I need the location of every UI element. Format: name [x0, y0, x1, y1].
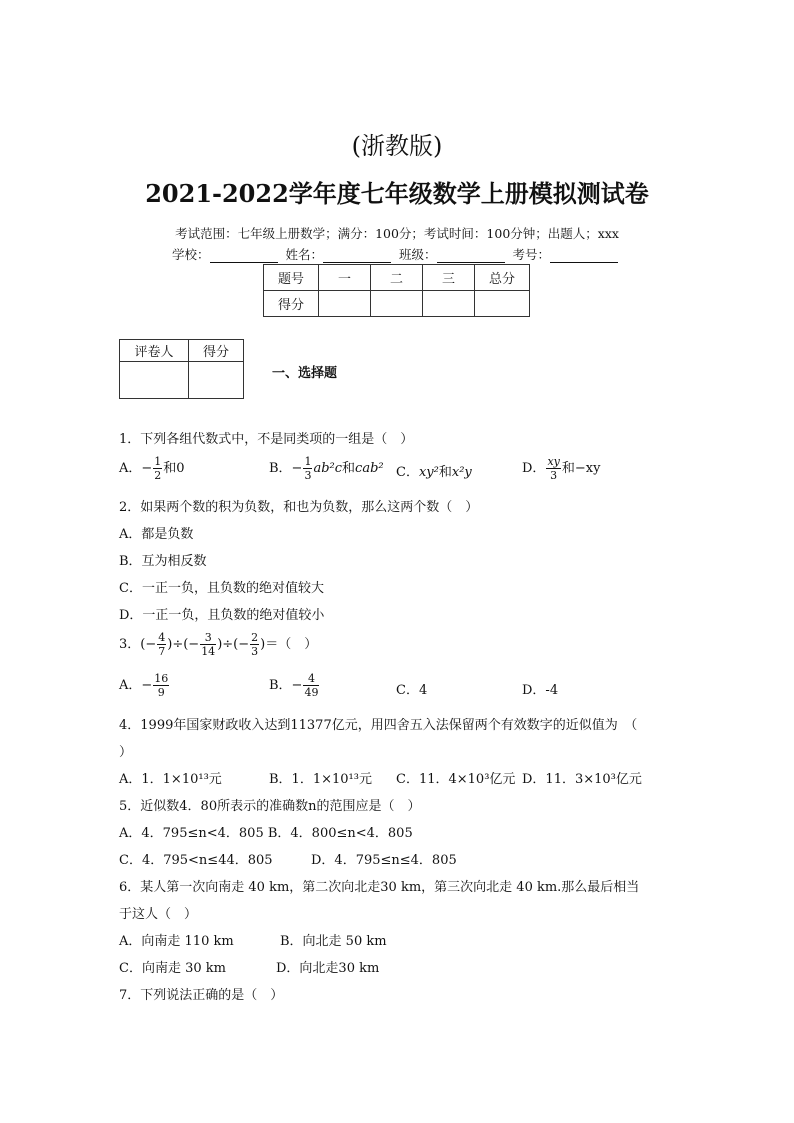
q1-option-d: D． $\frac{xy}{3}$ 和−xy [522, 455, 601, 482]
q5-option-c: C．4．795<n≤44．805 [119, 853, 273, 868]
score-header-cell: 二 [371, 265, 423, 291]
q6-option-c: C．向南走 30 km [119, 961, 226, 976]
grader-cell [189, 362, 244, 399]
question-4: 4．1999年国家财政收入达到11377亿元，用四舍五入法保留两个有效数字的近似值为 （ [119, 718, 638, 733]
grader-score-label: 得分 [189, 340, 244, 362]
score-cell [423, 291, 475, 317]
exam-subtitle: (浙教版) [351, 132, 443, 160]
score-cell [319, 291, 371, 317]
q4-option-a: A．1．1×10¹³元 [119, 772, 222, 787]
question-3: 3．(− $\frac{4}{7}$ )÷(− $\frac{3}{14}$ )÷(− $\frac{2}{3}$ )＝（ ） [119, 631, 318, 658]
q2-option-d: D．一正一负，且负数的绝对值较小 [119, 608, 325, 623]
q6-option-a: A．向南走 110 km [119, 934, 234, 949]
name-blank [323, 250, 391, 263]
score-table [263, 264, 530, 317]
q4-option-d: D．11．3×10³亿元 [522, 772, 642, 787]
question-4-cont: ） [119, 745, 133, 760]
school-blank [210, 250, 278, 263]
q6-option-d: D．向北走30 km [276, 961, 380, 976]
score-header-cell: 总分 [475, 265, 530, 291]
exam-info: 考试范围：七年级上册数学；满分：100分；考试时间：100分钟；出题人；xxx [175, 226, 619, 241]
class-blank [437, 250, 505, 263]
score-cell [475, 291, 530, 317]
score-cell [371, 291, 423, 317]
question-1: 1．下列各组代数式中，不是同类项的一组是（ ） [119, 432, 414, 447]
q3-option-d: D．-4 [522, 683, 559, 698]
question-6-cont: 于这人（ ） [119, 907, 198, 922]
name-label: 姓名： [285, 247, 323, 262]
exam-title: 2021-2022学年度七年级数学上册模拟测试卷 [145, 179, 649, 208]
section-title: 一、选择题 [272, 366, 338, 381]
grader-label: 评卷人 [120, 340, 189, 362]
score-row-label: 得分 [264, 291, 319, 317]
student-fields [0, 245, 794, 263]
q4-option-b: B．1．1×10¹³元 [269, 772, 372, 787]
q6-option-b: B．向北走 50 km [280, 934, 387, 949]
question-6: 6．某人第一次向南走 40 km，第二次向北走30 km，第三次向北走 40 km.那么最后相当 [119, 880, 640, 895]
q3-option-c: C．4 [396, 683, 428, 698]
number-blank [550, 250, 618, 263]
school-label: 学校： [171, 247, 210, 262]
q5-option-ab: A．4．795≤n<4．805 B．4．800≤n<4．805 [119, 826, 413, 841]
question-7: 7．下列说法正确的是（ ） [119, 988, 284, 1003]
grader-cell [120, 362, 189, 399]
question-2: 2．如果两个数的积为负数，和也为负数，那么这两个数（ ） [119, 500, 479, 515]
number-label: 考号： [512, 247, 550, 262]
q3-option-a: A．− $\frac{16}{9}$ [119, 672, 169, 699]
class-label: 班级： [398, 247, 437, 262]
grader-table [119, 339, 244, 399]
q2-option-b: B．互为相反数 [119, 554, 207, 569]
q1-option-a: A．− $\frac{1}{2}$ 和0 [119, 455, 185, 482]
q2-option-c: C．一正一负，且负数的绝对值较大 [119, 581, 324, 596]
q4-option-c: C．11．4×10³亿元 [396, 772, 516, 787]
q1-option-b: B．− $\frac{1}{3}$ ab²c和cab² [269, 455, 384, 482]
q1-option-c: C．xy²和x²y [396, 465, 472, 480]
question-5: 5．近似数4．80所表示的准确数n的范围应是（ ） [119, 799, 421, 814]
score-header-cell: 题号 [264, 265, 319, 291]
q5-option-d: D．4．795≤n≤4．805 [311, 853, 457, 868]
q2-option-a: A．都是负数 [119, 527, 194, 542]
q3-option-b: B．− $\frac{4}{49}$ [269, 672, 319, 699]
score-header-cell: 三 [423, 265, 475, 291]
score-header-cell: 一 [319, 265, 371, 291]
